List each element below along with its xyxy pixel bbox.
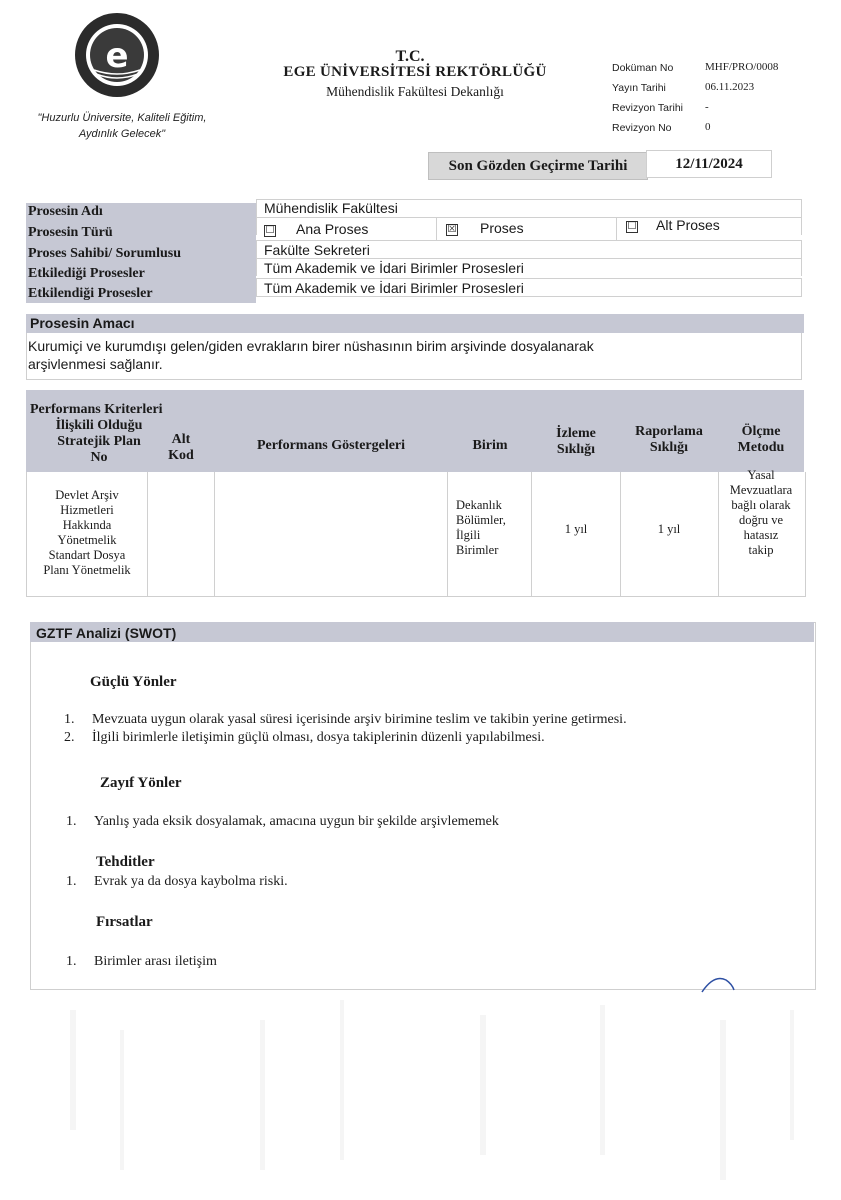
cell-plan-line-1: Devlet Arşiv	[55, 488, 119, 502]
cell-measure-line-5: hatasız	[743, 528, 779, 542]
col-strategic-plan-line-2: Stratejik Plan	[57, 434, 141, 449]
signature-mark	[700, 972, 740, 996]
process-name-label: Prosesin Adı	[28, 204, 103, 219]
strength-item-2	[64, 730, 545, 746]
meta-label-doc-no: Doküman No	[612, 62, 674, 74]
purpose-line-2: arşivlenmesi sağlanır.	[28, 356, 163, 372]
purpose-text	[28, 337, 748, 373]
col-measurement-method	[718, 424, 804, 456]
col-strategic-plan-line-3: No	[90, 450, 108, 465]
threat-num-1: 1.	[66, 874, 77, 889]
threats-title: Tehditler	[96, 854, 155, 870]
opportunity-item-1	[66, 954, 217, 970]
col-performance-indicators: Performans Göstergeleri	[256, 438, 406, 453]
col-strategic-plan-line-1: İlişkili Olduğu	[55, 418, 143, 433]
col-measurement-line-2: Metodu	[737, 440, 785, 455]
cell-measure-line-4: doğru ve	[738, 513, 784, 527]
process-type-label: Prosesin Türü	[28, 225, 113, 240]
type-divider-2	[616, 217, 617, 240]
process-owner-label: Proses Sahibi/ Sorumlusu	[28, 246, 182, 261]
col-monitoring-frequency	[532, 426, 620, 458]
col-monitoring-line-2: Sıklığı	[556, 442, 596, 457]
purpose-title: Prosesin Amacı	[26, 314, 804, 333]
threat-text-1: Evrak ya da dosya kaybolma riski.	[94, 874, 288, 889]
col-reporting-line-1: Raporlama	[635, 424, 703, 439]
cell-plan-line-3: Hakkında	[62, 518, 112, 532]
strength-num-2: 2.	[64, 730, 75, 745]
cell-plan-line-5: Standart Dosya	[48, 548, 126, 562]
meta-value-revision-no: 0	[705, 121, 711, 133]
perf-divider-2	[214, 472, 215, 596]
col-reporting-frequency	[620, 424, 718, 456]
strengths-title: Güçlü Yönler	[90, 674, 177, 690]
meta-value-doc-no: MHF/PRO/0008	[705, 61, 779, 73]
review-date-value: 12/11/2024	[646, 150, 772, 178]
col-alt-kod-line-1: Alt	[171, 432, 191, 447]
svg-text:e: e	[105, 36, 129, 76]
swot-title: GZTF Analizi (SWOT)	[30, 622, 814, 642]
meta-value-publish-date: 06.11.2023	[705, 81, 755, 93]
cell-unit-line-4: Birimler	[456, 543, 499, 557]
cell-unit-line-3: İlgili	[456, 528, 481, 542]
process-owner-value: Fakülte Sekreteri	[264, 242, 370, 258]
scan-smudge	[0, 1000, 841, 1200]
col-unit: Birim	[472, 438, 508, 453]
cell-measure-line-2: Mevzuatlara	[729, 483, 793, 497]
weakness-item-1	[66, 814, 499, 830]
weakness-num-1: 1.	[66, 814, 77, 829]
strength-num-1: 1.	[64, 712, 75, 727]
type-sub-label: Alt Proses	[656, 217, 720, 233]
cell-measurement-method	[719, 468, 803, 558]
weaknesses-title: Zayıf Yönler	[100, 775, 182, 791]
affecting-processes-label: Etkilediği Prosesler	[28, 266, 145, 281]
cell-unit-line-1: Dekanlık	[456, 498, 502, 512]
header-deanship: Mühendislik Fakültesi Dekanlığı	[326, 84, 504, 99]
type-divider-1	[436, 217, 437, 240]
process-name-value: Mühendislik Fakültesi	[264, 200, 398, 216]
affected-processes-label: Etkilendiği Prosesler	[28, 286, 153, 301]
perf-divider-3	[447, 472, 448, 596]
type-main-label: Ana Proses	[296, 221, 369, 237]
type-main-checkbox[interactable]: ☐	[265, 225, 275, 236]
header-university: EGE ÜNİVERSİTESİ REKTÖRLÜĞÜ	[283, 64, 547, 80]
performance-title: Performans Kriterleri	[30, 402, 163, 417]
cell-measure-line-3: bağlı olarak	[731, 498, 791, 512]
motto	[22, 110, 222, 142]
type-process-label: Proses	[480, 220, 524, 236]
cell-plan-line-4: Yönetmelik	[57, 533, 117, 547]
meta-label-revision-no: Revizyon No	[612, 122, 672, 134]
cell-monitoring-frequency: 1 yıl	[564, 522, 588, 536]
col-measurement-line-1: Ölçme	[741, 424, 781, 439]
col-monitoring-line-1: İzleme	[556, 426, 596, 441]
strength-text-1: Mevzuata uygun olarak yasal süresi içerisinde arşiv birimine teslim ve takibin yerine getirmesi.	[92, 712, 627, 727]
cell-plan-line-2: Hizmetleri	[60, 503, 114, 517]
cell-plan-line-6: Planı Yönetmelik	[43, 563, 131, 577]
cell-reporting-frequency: 1 yıl	[657, 522, 681, 536]
meta-label-revision-date: Revizyon Tarihi	[612, 102, 684, 114]
threat-item-1	[66, 874, 288, 890]
affecting-processes-value: Tüm Akademik ve İdari Birimler Prosesleri	[264, 260, 524, 276]
motto-line-2: Aydınlık Gelecek"	[78, 128, 166, 140]
review-date-label: Son Gözden Geçirme Tarihi	[428, 152, 648, 180]
col-alt-kod-line-2: Kod	[168, 448, 194, 463]
cell-unit-line-2: Bölümler,	[456, 513, 506, 527]
opportunities-title: Fırsatlar	[96, 914, 153, 930]
opportunity-num-1: 1.	[66, 954, 77, 969]
col-reporting-line-2: Sıklığı	[649, 440, 689, 455]
cell-measure-line-6: takip	[748, 543, 774, 557]
header-tc: T.C.	[395, 48, 425, 65]
motto-line-1: "Huzurlu Üniversite, Kaliteli Eğitim,	[37, 112, 207, 124]
cell-unit	[456, 498, 526, 558]
affected-processes-value: Tüm Akademik ve İdari Birimler Prosesleri	[264, 280, 524, 296]
cell-strategic-plan	[26, 488, 148, 578]
strength-text-2: İlgili birimlerle iletişimin güçlü olması, dosya takiplerinin düzenli yapılabilmesi.	[92, 730, 545, 745]
meta-value-revision-date: -	[705, 101, 709, 113]
strength-item-1	[64, 712, 627, 728]
purpose-line-1: Kurumiçi ve kurumdışı gelen/giden evrakların birer nüshasının birim arşivinde dosyalanarak	[28, 338, 594, 354]
cell-measure-line-1: Yasal	[747, 468, 775, 482]
university-logo	[74, 12, 160, 98]
col-alt-kod	[148, 432, 214, 464]
weakness-text-1: Yanlış yada eksik dosyalamak, amacına uygun bir şekilde arşivlememek	[94, 814, 499, 829]
type-sub-checkbox[interactable]: ☐	[627, 221, 637, 232]
type-process-checkbox[interactable]: ☒	[447, 224, 457, 235]
meta-label-publish-date: Yayın Tarihi	[612, 82, 666, 94]
opportunity-text-1: Birimler arası iletişim	[94, 954, 217, 969]
